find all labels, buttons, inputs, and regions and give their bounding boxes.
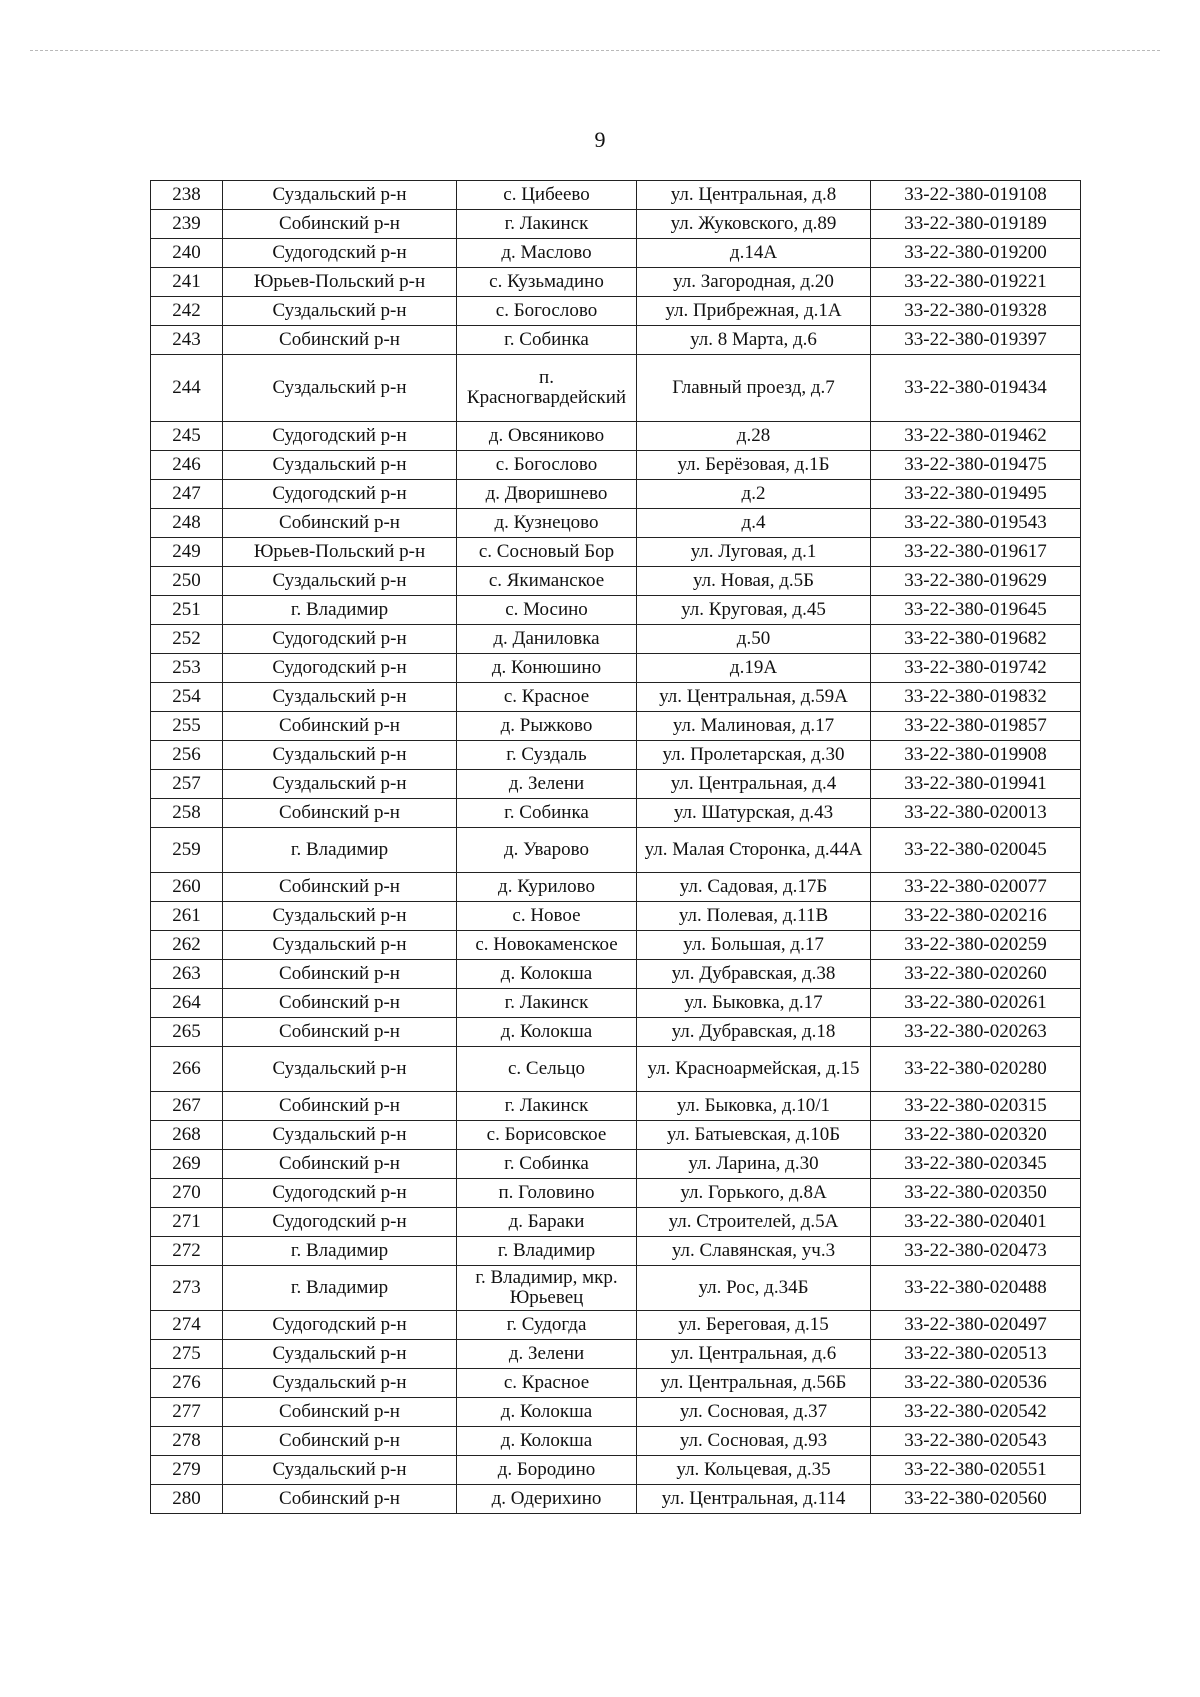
address-cell: ул. Центральная, д.4	[637, 770, 871, 799]
table-row	[151, 654, 1081, 683]
settlement-cell: д. Колокша	[457, 1018, 637, 1047]
cadastral-code-cell: 33-22-380-019857	[871, 712, 1081, 741]
row-number-cell: 244	[151, 355, 223, 422]
table-row	[151, 1311, 1081, 1340]
row-number-cell: 238	[151, 181, 223, 210]
settlement-cell: с. Богослово	[457, 297, 637, 326]
cadastral-code-cell: 33-22-380-020261	[871, 989, 1081, 1018]
row-number-cell: 267	[151, 1092, 223, 1121]
table-row	[151, 902, 1081, 931]
row-number-cell: 253	[151, 654, 223, 683]
settlement-cell: с. Борисовское	[457, 1121, 637, 1150]
cadastral-code-cell: 33-22-380-020013	[871, 799, 1081, 828]
district-cell: Собинский р-н	[223, 799, 457, 828]
row-number-cell: 262	[151, 931, 223, 960]
settlement-cell: д. Колокша	[457, 1398, 637, 1427]
settlement-cell: д. Колокша	[457, 1427, 637, 1456]
address-cell: ул. Жуковского, д.89	[637, 210, 871, 239]
table-row	[151, 181, 1081, 210]
row-number-cell: 248	[151, 509, 223, 538]
address-cell: ул. Центральная, д.8	[637, 181, 871, 210]
district-cell: г. Владимир	[223, 596, 457, 625]
district-cell: Судогодский р-н	[223, 654, 457, 683]
cadastral-code-cell: 33-22-380-020350	[871, 1179, 1081, 1208]
table-row	[151, 873, 1081, 902]
address-cell: д.28	[637, 422, 871, 451]
district-cell: Собинский р-н	[223, 712, 457, 741]
district-cell: Суздальский р-н	[223, 451, 457, 480]
row-number-cell: 258	[151, 799, 223, 828]
table-row	[151, 422, 1081, 451]
address-cell: д.14А	[637, 239, 871, 268]
district-cell: Судогодский р-н	[223, 1208, 457, 1237]
table-row	[151, 1485, 1081, 1514]
address-cell: ул. Центральная, д.114	[637, 1485, 871, 1514]
settlement-cell: д. Бородино	[457, 1456, 637, 1485]
district-cell: Собинский р-н	[223, 960, 457, 989]
cadastral-code-cell: 33-22-380-019108	[871, 181, 1081, 210]
cadastral-code-cell: 33-22-380-019475	[871, 451, 1081, 480]
table-row	[151, 1237, 1081, 1266]
settlement-cell: с. Новое	[457, 902, 637, 931]
cadastral-code-cell: 33-22-380-020077	[871, 873, 1081, 902]
row-number-cell: 255	[151, 712, 223, 741]
address-cell: ул. Сосновая, д.93	[637, 1427, 871, 1456]
address-cell: д.19А	[637, 654, 871, 683]
address-cell: ул. Горького, д.8А	[637, 1179, 871, 1208]
cadastral-code-cell: 33-22-380-020263	[871, 1018, 1081, 1047]
settlement-cell: д. Одерихино	[457, 1485, 637, 1514]
row-number-cell: 249	[151, 538, 223, 567]
district-cell: Собинский р-н	[223, 1427, 457, 1456]
settlement-cell: г. Лакинск	[457, 989, 637, 1018]
cadastral-code-cell: 33-22-380-019941	[871, 770, 1081, 799]
address-cell: ул. Быковка, д.17	[637, 989, 871, 1018]
district-cell: Собинский р-н	[223, 1485, 457, 1514]
cadastral-code-cell: 33-22-380-020513	[871, 1340, 1081, 1369]
settlement-cell: д. Даниловка	[457, 625, 637, 654]
table-row	[151, 683, 1081, 712]
table-row	[151, 799, 1081, 828]
row-number-cell: 278	[151, 1427, 223, 1456]
row-number-cell: 273	[151, 1266, 223, 1311]
table-row	[151, 297, 1081, 326]
district-cell: Собинский р-н	[223, 1150, 457, 1179]
settlement-cell: г. Владимир	[457, 1237, 637, 1266]
district-cell: Собинский р-н	[223, 989, 457, 1018]
district-cell: Судогодский р-н	[223, 239, 457, 268]
address-cell: ул. Строителей, д.5А	[637, 1208, 871, 1237]
row-number-cell: 239	[151, 210, 223, 239]
row-number-cell: 279	[151, 1456, 223, 1485]
row-number-cell: 269	[151, 1150, 223, 1179]
address-cell: ул. Красноармейская, д.15	[637, 1047, 871, 1092]
table-row	[151, 625, 1081, 654]
cadastral-code-cell: 33-22-380-020315	[871, 1092, 1081, 1121]
table-row	[151, 596, 1081, 625]
district-cell: Собинский р-н	[223, 1018, 457, 1047]
settlement-cell: с. Сосновый Бор	[457, 538, 637, 567]
district-cell: Судогодский р-н	[223, 1311, 457, 1340]
row-number-cell: 242	[151, 297, 223, 326]
settlement-cell: г. Собинка	[457, 1150, 637, 1179]
address-cell: ул. 8 Марта, д.6	[637, 326, 871, 355]
cadastral-code-cell: 33-22-380-020536	[871, 1369, 1081, 1398]
district-cell: Суздальский р-н	[223, 1456, 457, 1485]
table-row	[151, 931, 1081, 960]
table-row	[151, 1092, 1081, 1121]
table-row	[151, 1179, 1081, 1208]
cadastral-code-cell: 33-22-380-020560	[871, 1485, 1081, 1514]
table-row	[151, 960, 1081, 989]
table-row	[151, 239, 1081, 268]
address-cell: ул. Кольцевая, д.35	[637, 1456, 871, 1485]
table-row	[151, 1121, 1081, 1150]
settlement-cell: д. Зелени	[457, 1340, 637, 1369]
settlement-cell: д. Зелени	[457, 770, 637, 799]
table-row	[151, 355, 1081, 422]
address-cell: ул. Загородная, д.20	[637, 268, 871, 297]
address-cell: ул. Полевая, д.11В	[637, 902, 871, 931]
address-cell: Главный проезд, д.7	[637, 355, 871, 422]
district-cell: г. Владимир	[223, 1266, 457, 1311]
cadastral-code-cell: 33-22-380-020473	[871, 1237, 1081, 1266]
row-number-cell: 247	[151, 480, 223, 509]
address-cell: ул. Луговая, д.1	[637, 538, 871, 567]
settlement-cell: с. Красное	[457, 683, 637, 712]
settlement-cell: г. Суздаль	[457, 741, 637, 770]
table-row	[151, 1018, 1081, 1047]
row-number-cell: 268	[151, 1121, 223, 1150]
district-cell: Собинский р-н	[223, 1092, 457, 1121]
address-cell: ул. Сосновая, д.37	[637, 1398, 871, 1427]
table-row	[151, 712, 1081, 741]
cadastral-code-cell: 33-22-380-020345	[871, 1150, 1081, 1179]
cadastral-code-cell: 33-22-380-020551	[871, 1456, 1081, 1485]
district-cell: Суздальский р-н	[223, 683, 457, 712]
table-row	[151, 828, 1081, 873]
row-number-cell: 272	[151, 1237, 223, 1266]
district-cell: Собинский р-н	[223, 873, 457, 902]
settlement-cell: с. Цибеево	[457, 181, 637, 210]
district-cell: Собинский р-н	[223, 1398, 457, 1427]
cadastral-code-cell: 33-22-380-020280	[871, 1047, 1081, 1092]
district-cell: Суздальский р-н	[223, 1340, 457, 1369]
cadastral-code-cell: 33-22-380-019328	[871, 297, 1081, 326]
cadastral-code-cell: 33-22-380-019397	[871, 326, 1081, 355]
settlement-cell: г. Лакинск	[457, 210, 637, 239]
district-cell: Собинский р-н	[223, 326, 457, 355]
district-cell: Суздальский р-н	[223, 181, 457, 210]
row-number-cell: 264	[151, 989, 223, 1018]
settlement-cell: п. Красногвардейский	[457, 355, 637, 422]
cadastral-code-cell: 33-22-380-019645	[871, 596, 1081, 625]
table-row	[151, 268, 1081, 297]
cadastral-code-cell: 33-22-380-019908	[871, 741, 1081, 770]
row-number-cell: 276	[151, 1369, 223, 1398]
cadastral-code-cell: 33-22-380-019682	[871, 625, 1081, 654]
row-number-cell: 250	[151, 567, 223, 596]
address-cell: ул. Малая Сторонка, д.44А	[637, 828, 871, 873]
district-cell: Судогодский р-н	[223, 1179, 457, 1208]
settlement-cell: д. Овсяниково	[457, 422, 637, 451]
table-row	[151, 1398, 1081, 1427]
cadastral-code-cell: 33-22-380-019832	[871, 683, 1081, 712]
settlement-cell: с. Мосино	[457, 596, 637, 625]
settlement-cell: д. Рыжково	[457, 712, 637, 741]
table-row	[151, 480, 1081, 509]
row-number-cell: 275	[151, 1340, 223, 1369]
table-row	[151, 989, 1081, 1018]
district-cell: Суздальский р-н	[223, 931, 457, 960]
settlement-cell: д. Кузнецово	[457, 509, 637, 538]
registry-table-body	[151, 181, 1081, 1514]
district-cell: Суздальский р-н	[223, 1369, 457, 1398]
address-cell: ул. Славянская, уч.3	[637, 1237, 871, 1266]
address-cell: ул. Берёзовая, д.1Б	[637, 451, 871, 480]
row-number-cell: 260	[151, 873, 223, 902]
settlement-cell: г. Собинка	[457, 326, 637, 355]
address-cell: ул. Быковка, д.10/1	[637, 1092, 871, 1121]
cadastral-code-cell: 33-22-380-020488	[871, 1266, 1081, 1311]
district-cell: Суздальский р-н	[223, 1047, 457, 1092]
table-row	[151, 1340, 1081, 1369]
cadastral-code-cell: 33-22-380-020216	[871, 902, 1081, 931]
address-cell: ул. Шатурская, д.43	[637, 799, 871, 828]
table-row	[151, 1150, 1081, 1179]
table-row	[151, 210, 1081, 239]
row-number-cell: 252	[151, 625, 223, 654]
row-number-cell: 257	[151, 770, 223, 799]
settlement-cell: с. Якиманское	[457, 567, 637, 596]
row-number-cell: 271	[151, 1208, 223, 1237]
cadastral-code-cell: 33-22-380-019742	[871, 654, 1081, 683]
row-number-cell: 265	[151, 1018, 223, 1047]
cadastral-code-cell: 33-22-380-020401	[871, 1208, 1081, 1237]
settlement-cell: п. Головино	[457, 1179, 637, 1208]
district-cell: Судогодский р-н	[223, 625, 457, 654]
table-row	[151, 326, 1081, 355]
address-cell: ул. Большая, д.17	[637, 931, 871, 960]
district-cell: Суздальский р-н	[223, 1121, 457, 1150]
cadastral-code-cell: 33-22-380-019434	[871, 355, 1081, 422]
district-cell: Суздальский р-н	[223, 355, 457, 422]
cadastral-code-cell: 33-22-380-020543	[871, 1427, 1081, 1456]
cadastral-code-cell: 33-22-380-019462	[871, 422, 1081, 451]
row-number-cell: 274	[151, 1311, 223, 1340]
address-cell: д.2	[637, 480, 871, 509]
registry-table	[150, 180, 1081, 1514]
address-cell: д.4	[637, 509, 871, 538]
district-cell: Суздальский р-н	[223, 741, 457, 770]
table-row	[151, 1456, 1081, 1485]
row-number-cell: 266	[151, 1047, 223, 1092]
address-cell: ул. Центральная, д.6	[637, 1340, 871, 1369]
table-row	[151, 1208, 1081, 1237]
row-number-cell: 270	[151, 1179, 223, 1208]
district-cell: Собинский р-н	[223, 210, 457, 239]
row-number-cell: 241	[151, 268, 223, 297]
table-row	[151, 538, 1081, 567]
cadastral-code-cell: 33-22-380-020259	[871, 931, 1081, 960]
district-cell: Суздальский р-н	[223, 902, 457, 931]
table-row	[151, 1047, 1081, 1092]
page-number: 9	[594, 127, 606, 152]
address-cell: ул. Садовая, д.17Б	[637, 873, 871, 902]
district-cell: Собинский р-н	[223, 509, 457, 538]
address-cell: ул. Центральная, д.59А	[637, 683, 871, 712]
settlement-cell: д. Курилово	[457, 873, 637, 902]
settlement-cell: г. Судогда	[457, 1311, 637, 1340]
settlement-cell: г. Лакинск	[457, 1092, 637, 1121]
cadastral-code-cell: 33-22-380-020320	[871, 1121, 1081, 1150]
row-number-cell: 277	[151, 1398, 223, 1427]
cadastral-code-cell: 33-22-380-020542	[871, 1398, 1081, 1427]
settlement-cell: г. Владимир, мкр. Юрьевец	[457, 1266, 637, 1311]
settlement-cell: д. Колокша	[457, 960, 637, 989]
district-cell: г. Владимир	[223, 1237, 457, 1266]
address-cell: ул. Новая, д.5Б	[637, 567, 871, 596]
row-number-cell: 280	[151, 1485, 223, 1514]
row-number-cell: 243	[151, 326, 223, 355]
row-number-cell: 259	[151, 828, 223, 873]
row-number-cell: 245	[151, 422, 223, 451]
address-cell: ул. Ларина, д.30	[637, 1150, 871, 1179]
district-cell: Суздальский р-н	[223, 297, 457, 326]
row-number-cell: 254	[151, 683, 223, 712]
table-row	[151, 451, 1081, 480]
district-cell: Судогодский р-н	[223, 480, 457, 509]
address-cell: ул. Малиновая, д.17	[637, 712, 871, 741]
table-row	[151, 741, 1081, 770]
cadastral-code-cell: 33-22-380-019629	[871, 567, 1081, 596]
cadastral-code-cell: 33-22-380-019543	[871, 509, 1081, 538]
table-row	[151, 1266, 1081, 1311]
address-cell: ул. Дубравская, д.18	[637, 1018, 871, 1047]
settlement-cell: с. Красное	[457, 1369, 637, 1398]
address-cell: ул. Батыевская, д.10Б	[637, 1121, 871, 1150]
cadastral-code-cell: 33-22-380-019495	[871, 480, 1081, 509]
district-cell: г. Владимир	[223, 828, 457, 873]
cadastral-code-cell: 33-22-380-019617	[871, 538, 1081, 567]
address-cell: д.50	[637, 625, 871, 654]
district-cell: Юрьев-Польский р-н	[223, 268, 457, 297]
cadastral-code-cell: 33-22-380-019221	[871, 268, 1081, 297]
table-row	[151, 770, 1081, 799]
district-cell: Суздальский р-н	[223, 770, 457, 799]
row-number-cell: 256	[151, 741, 223, 770]
settlement-cell: д. Уварово	[457, 828, 637, 873]
district-cell: Суздальский р-н	[223, 567, 457, 596]
table-row	[151, 567, 1081, 596]
settlement-cell: д. Дворишнево	[457, 480, 637, 509]
address-cell: ул. Пролетарская, д.30	[637, 741, 871, 770]
settlement-cell: д. Маслово	[457, 239, 637, 268]
settlement-cell: д. Конюшино	[457, 654, 637, 683]
cadastral-code-cell: 33-22-380-020260	[871, 960, 1081, 989]
address-cell: ул. Дубравская, д.38	[637, 960, 871, 989]
row-number-cell: 251	[151, 596, 223, 625]
district-cell: Судогодский р-н	[223, 422, 457, 451]
settlement-cell: г. Собинка	[457, 799, 637, 828]
cadastral-code-cell: 33-22-380-020497	[871, 1311, 1081, 1340]
address-cell: ул. Центральная, д.56Б	[637, 1369, 871, 1398]
row-number-cell: 263	[151, 960, 223, 989]
settlement-cell: с. Сельцо	[457, 1047, 637, 1092]
address-cell: ул. Прибрежная, д.1А	[637, 297, 871, 326]
row-number-cell: 240	[151, 239, 223, 268]
cadastral-code-cell: 33-22-380-019200	[871, 239, 1081, 268]
table-row	[151, 1427, 1081, 1456]
cadastral-code-cell: 33-22-380-019189	[871, 210, 1081, 239]
row-number-cell: 246	[151, 451, 223, 480]
table-row	[151, 1369, 1081, 1398]
table-row	[151, 509, 1081, 538]
address-cell: ул. Рос, д.34Б	[637, 1266, 871, 1311]
settlement-cell: с. Новокаменское	[457, 931, 637, 960]
settlement-cell: с. Богослово	[457, 451, 637, 480]
scan-artifact-line	[30, 50, 1160, 52]
address-cell: ул. Береговая, д.15	[637, 1311, 871, 1340]
row-number-cell: 261	[151, 902, 223, 931]
cadastral-code-cell: 33-22-380-020045	[871, 828, 1081, 873]
settlement-cell: д. Бараки	[457, 1208, 637, 1237]
district-cell: Юрьев-Польский р-н	[223, 538, 457, 567]
settlement-cell: с. Кузьмадино	[457, 268, 637, 297]
address-cell: ул. Круговая, д.45	[637, 596, 871, 625]
